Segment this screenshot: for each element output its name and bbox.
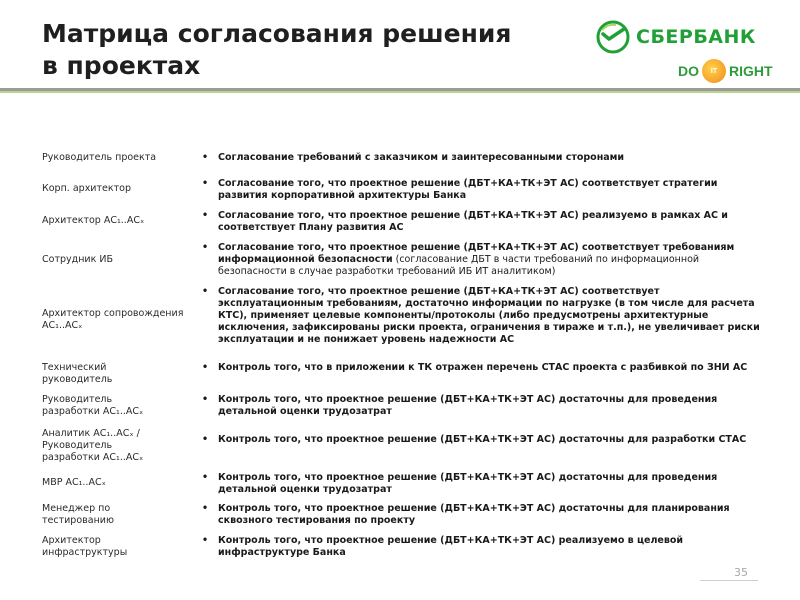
responsibility-main: Согласование того, что проектное решение (ДБТ+КА+ТК+ЭТ АС) соответствует требованиям информационной безопасности [218,242,735,265]
role-label: Архитектор инфраструктуры [42,535,128,558]
page-number: 35 [734,566,748,579]
responsibility [202,210,762,234]
bullet: • [202,472,209,483]
responsibility [202,535,762,559]
responsibility [202,503,762,527]
responsibility-text [218,242,762,278]
role-label: Архитектор сопровождения АС₁..АСₓ [42,308,184,331]
role-label: Руководитель разработки АС₁..АСₓ [42,394,144,417]
responsibility-text: Согласование того, что проектное решение (ДБТ+КА+ТК+ЭТ АС) соответствует эксплуатационным требованиям, достаточно информации по нагрузке (в том числе для расчета КТС), применяет целевые компоненты/протоколы (либо предусмотрены архитектурные исключения, зафиксированы риски проекта, ограничения в тираже и т.п.), не увеличивает риски эксплуатации и не понижает уровень надежности АС [218,286,760,345]
responsibility [202,178,762,202]
responsibility [202,362,762,374]
sberbank-brand [596,20,756,54]
sberbank-wordmark: СБЕРБАНК [636,26,756,48]
page-title-line-1: Матрица согласования решения [42,19,512,48]
responsibility [202,152,762,164]
role-label: Архитектор АС₁..АСₓ [42,215,145,226]
bullet: • [202,394,209,405]
bullet: • [202,535,209,546]
responsibility [202,434,762,446]
responsibility-text: Контроль того, что проектное решение (ДБТ+КА+ТК+ЭТ АС) реализуемо в целевой инфраструктуре Банка [218,535,684,558]
bullet: • [202,178,209,189]
responsibility-text: Контроль того, что в приложении к ТК отражен перечень СТАС проекта с разбивкой по ЗНИ АС [218,362,748,373]
bullet: • [202,286,209,297]
sberbank-logo [596,18,773,86]
role-label: Сотрудник ИБ [42,254,113,265]
sberbank-emblem-icon [596,20,630,54]
page-title-line-2: в проектах [42,51,201,80]
page-number-underline [700,580,758,581]
responsibility-text: Согласование того, что проектное решение (ДБТ+КА+ТК+ЭТ АС) соответствует стратегии развития корпоративной архитектуры Банка [218,178,718,201]
role-label: Аналитик АС₁..АСₓ / Руководитель разработки АС₁..АСₓ [42,428,144,463]
bullet: • [202,152,209,163]
responsibility [202,286,762,346]
it-badge-icon [702,59,726,83]
responsibility-text: Контроль того, что проектное решение (ДБТ+КА+ТК+ЭТ АС) достаточны для разработки СТАС [218,434,747,445]
bullet: • [202,434,209,445]
role-label: МВР АС₁..АСₓ [42,477,106,488]
slogan-right: RIGHT [729,63,773,79]
header-divider-accent [0,91,800,93]
bullet: • [202,242,209,253]
responsibility [202,394,762,418]
responsibility-text: Согласование требований с заказчиком и заинтересованными сторонами [218,152,625,163]
it-badge-label: IT [710,67,718,75]
role-label: Руководитель проекта [42,152,157,163]
responsibility-note: (согласование ДБТ в части требований по информационной безопасности в случае разработки требований ИБ ИТ аналитиком) [218,254,700,277]
role-label: Менеджер по тестированию [42,503,114,526]
bullet: • [202,210,209,221]
role-label: Корп. архитектор [42,183,131,194]
responsibility-text: Контроль того, что проектное решение (ДБТ+КА+ТК+ЭТ АС) достаточны для планирования сквозного тестирования по проекту [218,503,730,526]
responsibility-text: Согласование того, что проектное решение (ДБТ+КА+ТК+ЭТ АС) реализуемо в рамках АС и соответствует Плану развития АС [218,210,728,233]
slogan-left: DO [678,63,699,79]
responsibility-text: Контроль того, что проектное решение (ДБТ+КА+ТК+ЭТ АС) достаточны для проведения детальной оценки трудозатрат [218,394,718,417]
bullet: • [202,362,209,373]
page-title [42,18,511,82]
role-label: Технический руководитель [42,362,113,385]
responsibility [202,472,762,496]
responsibility-text: Контроль того, что проектное решение (ДБТ+КА+ТК+ЭТ АС) достаточны для проведения детальной оценки трудозатрат [218,472,718,495]
bullet: • [202,503,209,514]
responsibility [202,242,762,278]
do-it-right-logo [678,58,773,84]
